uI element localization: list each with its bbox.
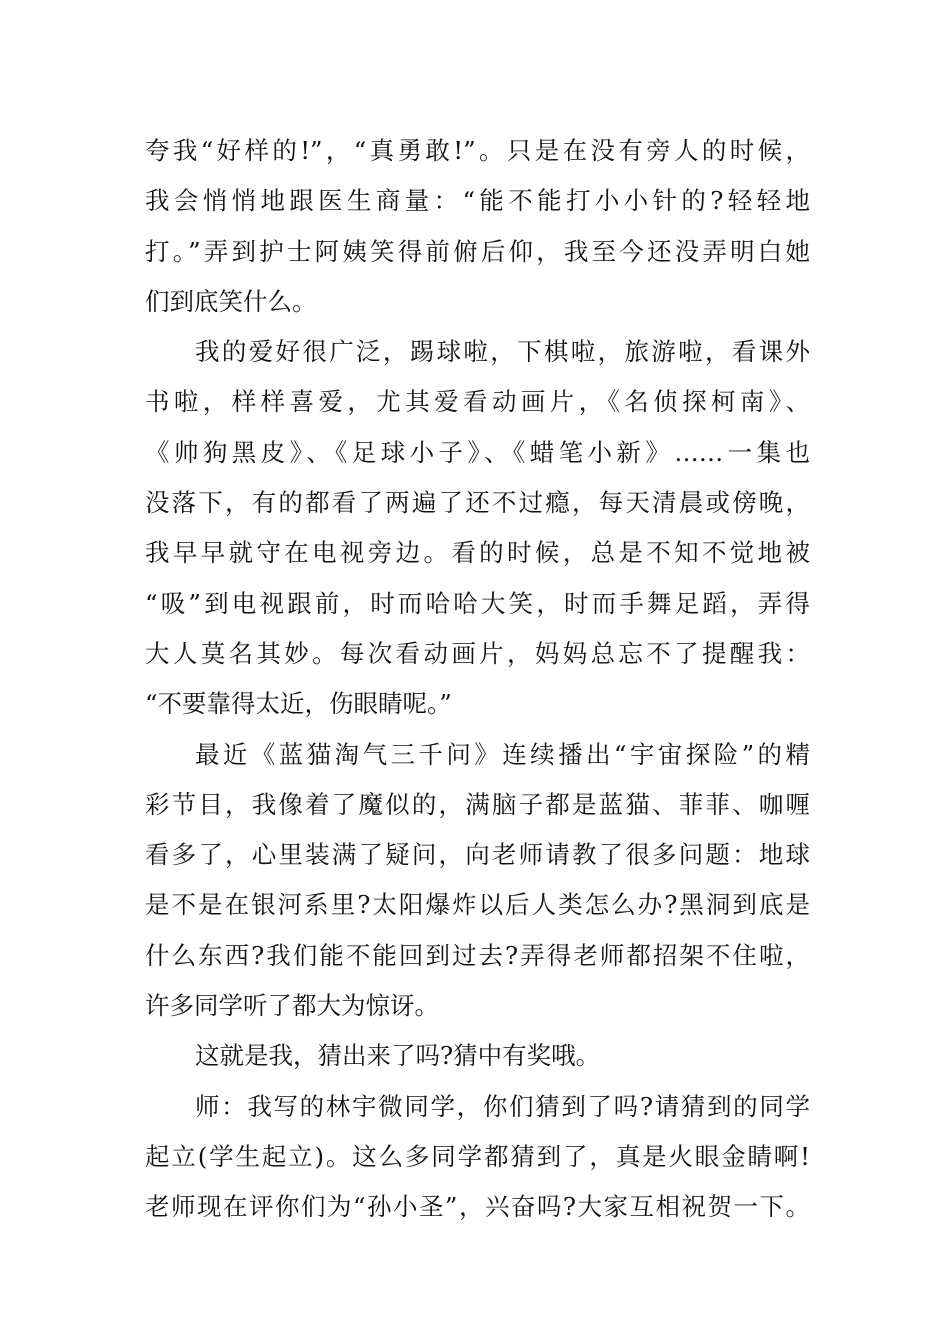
text-line: 看多了，心里装满了疑问，向老师请教了很多问题：地球	[145, 840, 810, 870]
text-line: “吸”到电视跟前，时而哈哈大笑，时而手舞足蹈，弄得	[145, 588, 810, 618]
text-line: 起立(学生起立)。这么多同学都猜到了，真是火眼金睛啊!	[145, 1141, 810, 1171]
paragraph-hobbies	[145, 327, 810, 729]
text-line: 夸我“好样的!”，“真勇敢!”。只是在没有旁人的时候，	[145, 136, 810, 165]
text-line: 我的爱好很广泛，踢球啦，下棋啦，旅游啦，看课外	[195, 337, 810, 367]
document-body	[145, 126, 810, 1233]
text-line: 什么东西?我们能不能回到过去?弄得老师都招架不住啦，	[145, 940, 810, 970]
paragraph-blue-cat	[145, 730, 810, 1032]
paragraph-teacher	[145, 1082, 810, 1233]
text-line: 是不是在银河系里?太阳爆炸以后人类怎么办?黑洞到底是	[145, 890, 810, 920]
text-line: 书啦，样样喜爱，尤其爱看动画片，《名侦探柯南》、	[145, 387, 810, 417]
text-line: “不要靠得太近，伤眼睛呢。”	[145, 689, 452, 719]
text-line: 们到底笑什么。	[145, 286, 317, 316]
text-line: 师：我写的林宇微同学，你们猜到了吗?请猜到的同学	[195, 1091, 810, 1121]
text-line: 最近《蓝猫淘气三千问》连续播出“宇宙探险”的精	[195, 739, 810, 769]
text-line: 没落下，有的都看了两遍了还不过瘾，每天清晨或傍晚，	[145, 488, 810, 518]
text-line: 许多同学听了都大为惊讶。	[145, 991, 439, 1021]
paragraph-guess	[145, 1031, 810, 1081]
text-line: 我会悄悄地跟医生商量：“能不能打小小针的?轻轻地	[145, 186, 810, 216]
paragraph-continuation	[145, 126, 810, 327]
text-line: 彩节目，我像着了魔似的，满脑子都是蓝猫、菲菲、咖喱	[145, 789, 810, 819]
text-line: 老师现在评你们为“孙小圣”，兴奋吗?大家互相祝贺一下。	[145, 1192, 810, 1222]
text-line: 大人莫名其妙。每次看动画片，妈妈总忘不了提醒我：	[145, 638, 810, 668]
text-line: 这就是我，猜出来了吗?猜中有奖哦。	[195, 1041, 601, 1071]
text-line: 打。”弄到护士阿姨笑得前俯后仰，我至今还没弄明白她	[145, 236, 810, 266]
text-line: 《帅狗黑皮》、《足球小子》、《蜡笔小新》……一集也	[145, 437, 810, 467]
text-line: 我早早就守在电视旁边。看的时候，总是不知不觉地被	[145, 538, 810, 568]
